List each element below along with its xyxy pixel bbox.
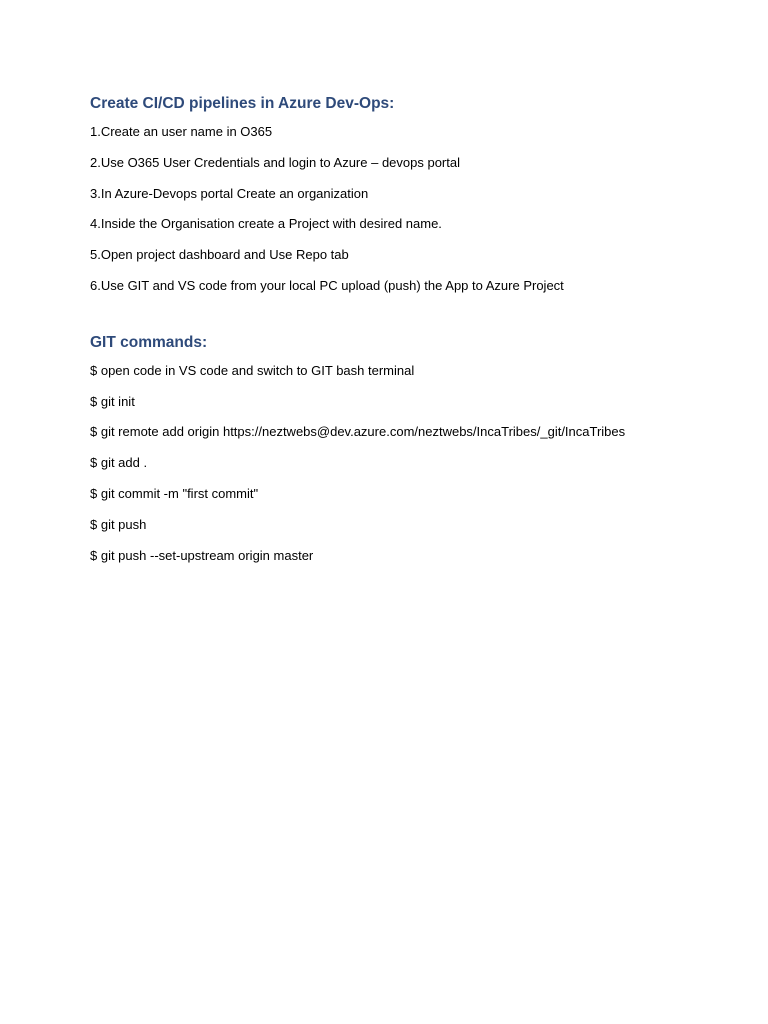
step-2: 2.Use O365 User Credentials and login to Azure – devops portal [90,154,460,170]
command-3: $ git remote add origin https://neztwebs@dev.azure.com/neztwebs/IncaTribes/_git/IncaTribes [90,424,626,440]
section-heading-azure-pipelines: Create CI/CD pipelines in Azure Dev-Ops: [90,95,395,112]
step-5: 5.Open project dashboard and Use Repo tab [90,247,349,263]
command-6: $ git push [90,516,147,532]
step-6: 6.Use GIT and VS code from your local PC upload (push) the App to Azure Project [90,277,564,293]
step-1: 1.Create an user name in O365 [90,124,273,139]
command-1: $ open code in VS code and switch to GIT bash terminal [90,362,415,378]
section-heading-git-commands: GIT commands: [90,333,208,351]
step-3: 3.In Azure-Devops portal Create an organization [90,185,369,201]
command-2: $ git init [90,393,135,409]
command-4: $ git add . [90,455,148,471]
command-5: $ git commit -m "first commit" [90,485,259,501]
document-content [90,93,730,577]
step-4: 4.Inside the Organisation create a Project with desired name. [90,216,442,232]
section-spacer [90,308,730,332]
command-7: $ git push --set-upstream origin master [90,547,314,563]
